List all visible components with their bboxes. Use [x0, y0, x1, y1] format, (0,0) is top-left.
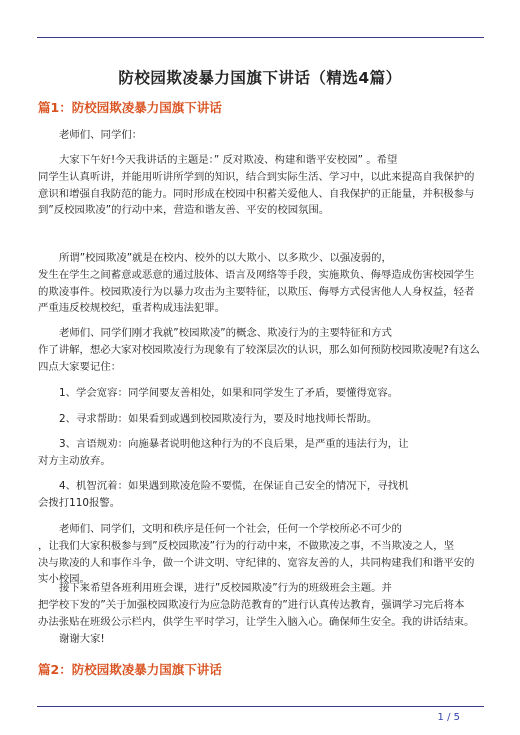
text-line: 1、学会宽容：同学间要友善相处，如果和同学发生了矛盾，要懂得宽容。 — [59, 387, 399, 399]
page-number: 1 / 5 — [437, 712, 460, 723]
text-line: 所谓”校园欺凌”就是在校内、校外的以大欺小、以多欺少、以强凌弱的， — [59, 252, 392, 264]
paragraph-intro — [38, 152, 484, 219]
text-line: 到”反校园欺凌”的行动中来，营造和谐友善、平安的校园氛围。 — [38, 204, 330, 217]
text-line: 接下来希望各班利用班会课，进行”反校园欺凌”行为的班级班会主题。并 — [59, 582, 392, 594]
text-line: 谢谢大家! — [59, 633, 105, 645]
section-heading-1: 篇1：防校园欺凌暴力国旗下讲话 — [38, 100, 222, 115]
text-line: 四点大家要记住： — [38, 360, 122, 373]
footer-rule — [37, 706, 484, 707]
text-line: 老师们、同学们刚才我就”校园欺凌”的概念、欺凌行为的主要特征和方式 — [59, 327, 392, 339]
text-line: 4、机智沉着：如果遇到欺凌危险不要慌，在保证自己安全的情况下，寻找机 — [59, 480, 409, 492]
text-line: 意识和增强自我防范的能力。同时形成在校园中积蓄关爱他人、自我保护的正能量，并积极参与 — [38, 187, 475, 200]
paragraph-point-2 — [38, 411, 484, 428]
header-rule — [37, 37, 484, 38]
text-line: 老师们、同学们，文明和秩序是任何一个社会，任何一个学校所必不可少的 — [59, 523, 402, 535]
text-line: 的欺凌事件。校园欺凌行为以暴力攻击为主要特征，以欺压、侮辱方式侵害他人人身权益，轻者 — [38, 285, 475, 298]
section-heading-2: 篇2：防校园欺凌暴力国旗下讲话 — [38, 662, 222, 677]
paragraph-class-meeting — [38, 580, 484, 630]
text-line: 会拨打110报警。 — [38, 496, 121, 509]
text-line: 实小校园。 — [38, 573, 90, 586]
text-line: 老师们、同学们： — [59, 129, 143, 141]
document-title: 防校园欺凌暴力国旗下讲话（精选4篇） — [118, 69, 402, 87]
text-line: 同学生认真听讲，并能用听讲所学到的知识，结合到实际生活、学习中，以此来提高自我保护的 — [38, 170, 475, 183]
paragraph-greeting — [38, 127, 505, 144]
text-line: 办法张贴在班级公示栏内，供学生平时学习，让学生入脑入心。确保师生安全。我的讲话结束。 — [38, 615, 475, 628]
paragraph-point-1 — [38, 385, 484, 402]
paragraph-definition — [38, 250, 484, 317]
text-line: 作了讲解，想必大家对校园欺凌行为现象有了较深层次的认识，那么如何预防校园欺凌呢?有这么 — [38, 343, 480, 356]
text-line: 大家下午好!今天我讲话的主题是：” 反对欺凌、构建和谐平安校园” 。希望 — [59, 154, 398, 166]
text-line: 对方主动放弃。 — [38, 454, 111, 467]
text-line: 2、寻求帮助：如果看到或遇到校园欺凌行为，要及时地找师长帮助。 — [59, 413, 378, 425]
text-line: 严重违反校规校纪，重者构成违法犯罪。 — [38, 302, 226, 315]
text-line: ，让我们大家积极参与到”反校园欺凌”行为的行动中来，不做欺凌之事，不当欺凌之人，坚 — [38, 539, 454, 552]
paragraph-civility — [38, 521, 484, 588]
text-line: 3、言语规劝：向施暴者说明他这种行为的不良后果，是严重的违法行为，让 — [59, 438, 409, 450]
paragraph-point-3 — [38, 436, 484, 470]
paragraph-point-4 — [38, 478, 484, 512]
text-line: 发生在学生之间蓄意或恶意的通过肢体、语言及网络等手段，实施欺负、侮辱造成伤害校园学生 — [38, 268, 475, 281]
text-line: 决与欺凌的人和事作斗争，做一个讲文明、守纪律的、宽容友善的人，共同构建我们和谐平安的 — [38, 556, 475, 569]
paragraph-prevention-intro — [38, 325, 484, 375]
paragraph-thanks — [38, 631, 484, 648]
text-line: 把学校下发的”关于加强校园欺凌行为应急防范教育的”进行认真传达教育，强调学习完后将本 — [38, 598, 465, 611]
